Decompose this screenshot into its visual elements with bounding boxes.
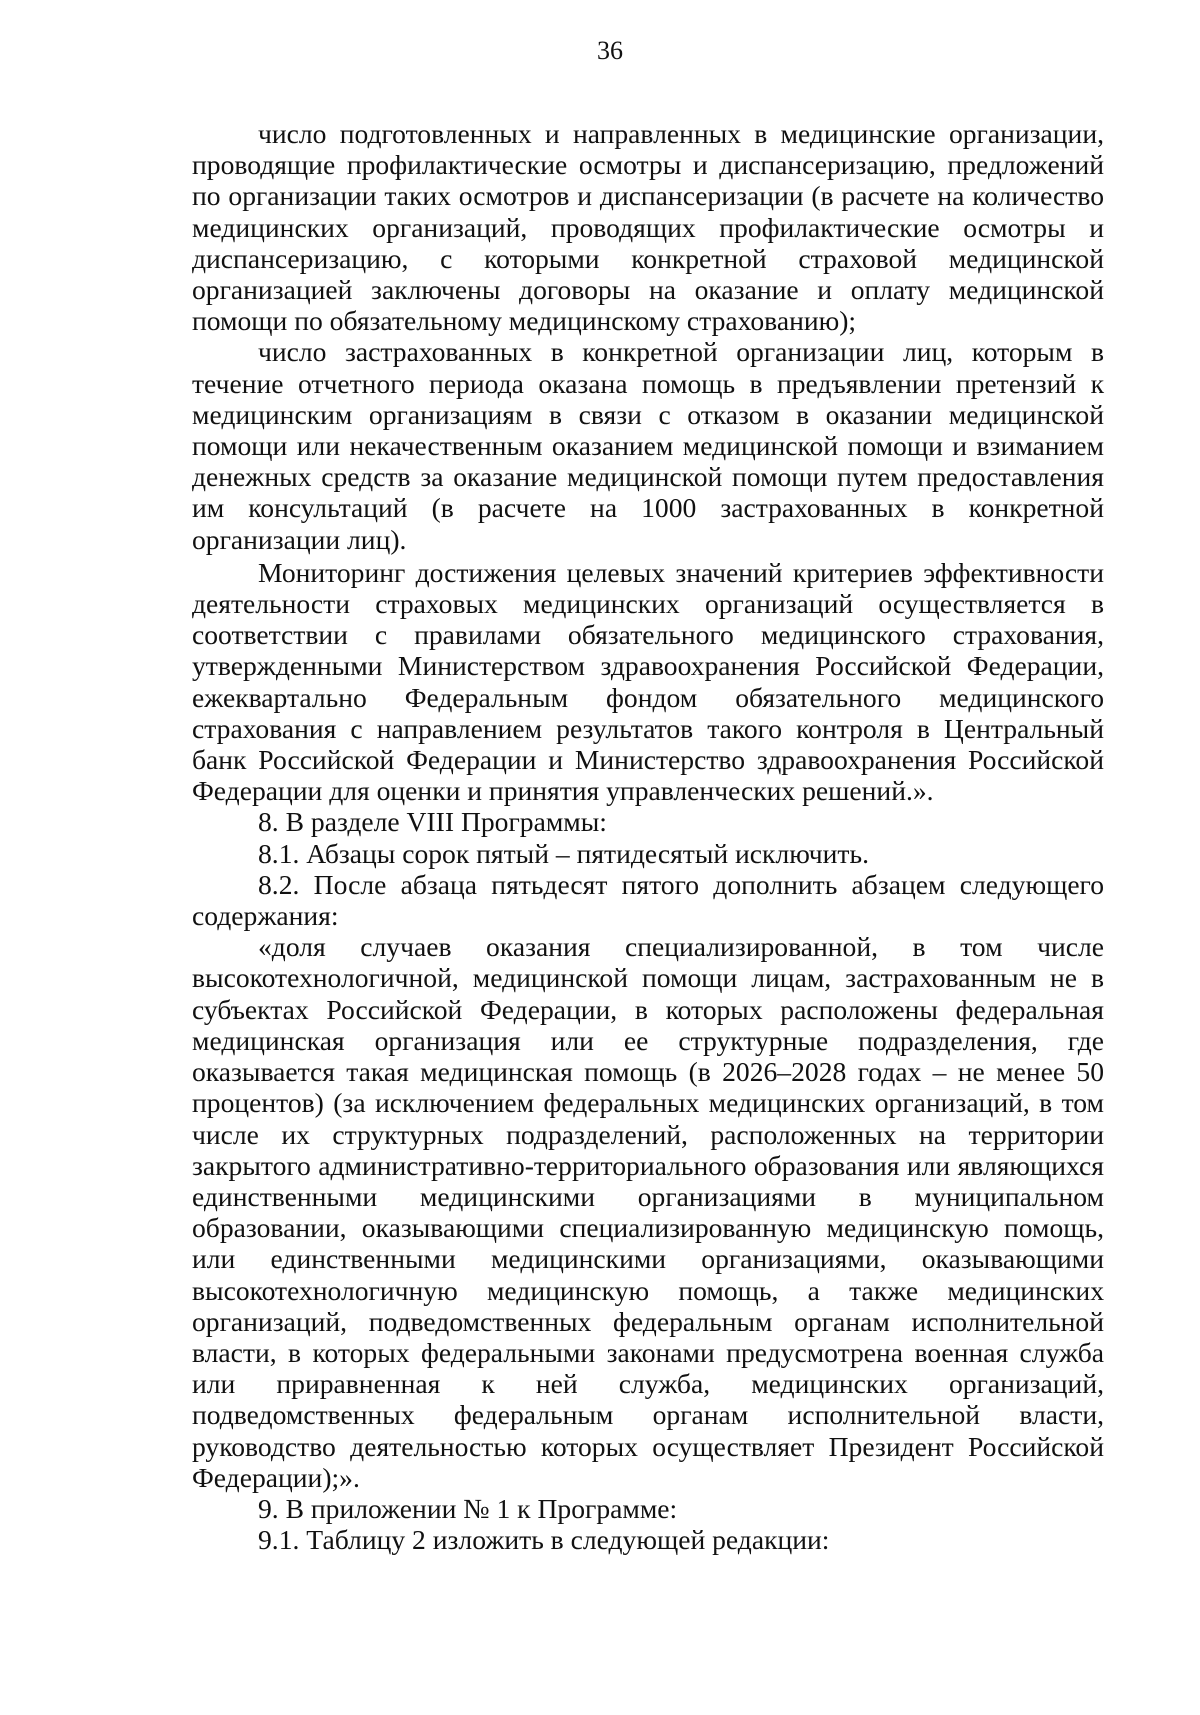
document-body <box>192 118 1104 1555</box>
paragraph-monitoring: Мониторинг достижения целевых значений критериев эффективности деятельности страховых медицинских организаций осуществляется в соответствии с правилами обязательного медицинского страхования, утвержденными Министерством здравоохранения Российской Федерации, ежеквартально Федеральным фондом обязательного медицинского страхования с направлением результатов такого контроля в Центральный банк Российской Федерации и Министерство здравоохранения Российской Федерации для оценки и принятия управленческих решений.». <box>192 556 1104 807</box>
paragraph-section-8: 8. В разделе VIII Программы: <box>258 806 607 838</box>
paragraph-section-9-1: 9.1. Таблицу 2 изложить в следующей редакции: <box>258 1524 830 1556</box>
page-number: 36 <box>597 36 623 65</box>
paragraph-section-8-1: 8.1. Абзацы сорок пятый – пятидесятый исключить. <box>258 837 869 869</box>
paragraph-quoted-amendment: «доля случаев оказания специализированной, в том числе высокотехнологичной, медицинской помощи лицам, застрахованным не в субъектах Российской Федерации, в которых расположены федеральная медицинская организация или ее структурные подразделения, где оказывается такая медицинская помощь (в 2026–2028 годах – не менее 50 процентов) (за исключением федеральных медицинских организаций, в том числе их структурных подразделений, расположенных на территории закрытого административно-территориального образования или являющихся единственными медицинскими организациями в муниципальном образовании, оказывающими специализированную медицинскую помощь, или единственными медицинскими организациями, оказывающими высокотехнологичную медицинскую помощь, а также медицинских организаций, подведомственных федеральным органам исполнительной власти, в которых федеральными законами предусмотрена военная служба или приравненная к ней служба, медицинских организаций, подведомственных федеральным органам исполнительной власти, руководство деятельностью которых осуществляет Президент Российской Федерации);». <box>192 931 1104 1493</box>
paragraph-section-9: 9. В приложении № 1 к Программе: <box>258 1492 678 1524</box>
paragraph-insurer-proposals: число подготовленных и направленных в медицинские организации, проводящие профилактические осмотры и диспансеризацию, предложений по организации таких осмотров и диспансеризации (в расчете на количество медицинских организаций, проводящих профилактические осмотры и диспансеризацию, с которыми конкретной страховой медицинской организацией заключены договоры на оказание и оплату медицинской помощи по обязательному медицинскому страхованию); <box>192 118 1104 337</box>
paragraph-insured-assistance: число застрахованных в конкретной организации лиц, которым в течение отчетного периода оказана помощь в предъявлении претензий к медицинским организациям в связи с отказом в оказании медицинской помощи или некачественным оказанием медицинской помощи и взиманием денежных средств за оказание медицинской помощи путем предоставления им консультаций (в расчете на 1000 застрахованных в конкретной организации лиц). <box>192 336 1104 555</box>
paragraph-section-8-2: 8.2. После абзаца пятьдесят пятого дополнить абзацем следующего содержания: <box>192 868 1104 932</box>
